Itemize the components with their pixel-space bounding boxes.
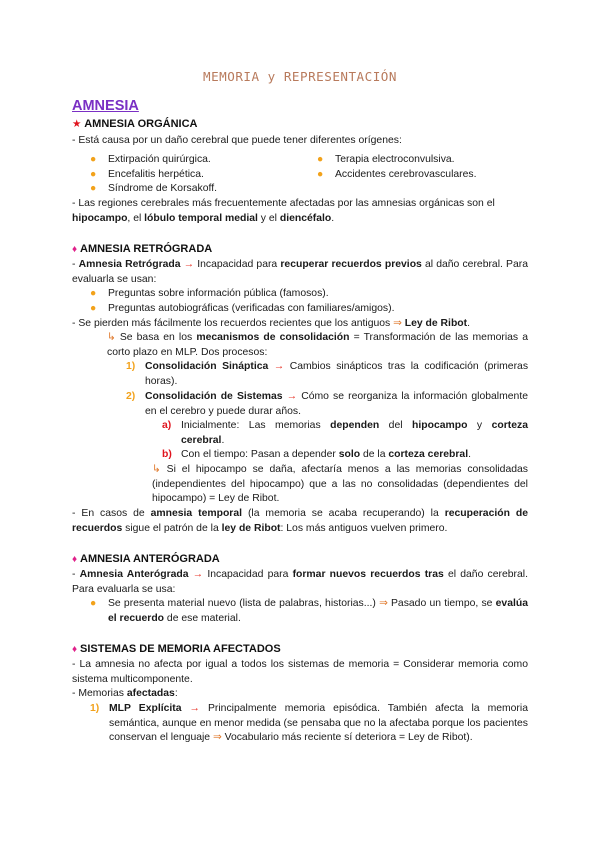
organica-regions-paragraph: - Las regiones cerebrales más frecuentemente afectadas por las amnesias orgánicas son el hipocampo, el lóbulo temporal medial y el diencéfalo.: [72, 198, 495, 224]
sistemas-heading: ♦ SISTEMAS DE MEMORIA AFECTADOS: [72, 643, 281, 655]
retro-hippocampus-note: ↳ Si el hipocampo se daña, afectaría menos a las memorias consolidadas (independientes del hipocampo) que a las no consolidadas (dependientes del hipocampo) = Ley de Ribot.: [152, 464, 528, 505]
list-item: ● Accidentes cerebrovasculares.: [317, 168, 528, 183]
bullet-icon: ●: [317, 154, 324, 165]
bullet-icon: ●: [90, 598, 97, 609]
retro-definition: - Amnesia Retrógrada → Incapacidad para recuperar recuerdos previos al daño cerebral. Para evaluarla se usan:: [72, 259, 529, 285]
list-item: ● Terapia electroconvulsiva.: [317, 153, 528, 168]
star-icon: ★: [72, 119, 82, 130]
double-arrow-icon: ⇒: [393, 318, 402, 329]
list-item: ● Preguntas sobre información pública (famosos).: [90, 287, 528, 302]
retro-temporal: - En casos de amnesia temporal (la memoria se acaba recuperando) la recuperación de recuerdos sigue el patrón de la ley de Ribot: Los más antiguos vuelven primero.: [72, 508, 529, 534]
arrow-right-icon: →: [183, 259, 195, 270]
list-item: ● Encefalitis herpética.: [90, 168, 310, 183]
antero-eval-list: [90, 597, 528, 626]
sistemas-item-1: 1) MLP Explícita → Principalmente memoria episódica. También afecta la memoria semántica, aunque en menor medida (se pensaba que no la afectaba porque los pacientes conservan el lenguaje ⇒ Vocabulario más reciente sí deteriora = Ley de Ribot).: [90, 703, 528, 744]
bullet-icon: ●: [90, 288, 97, 299]
retro-consolidation: ↳ Se basa en los mecanismos de consolidación = Transformación de las memorias a corto plazo en MLP. Dos procesos:: [107, 332, 529, 358]
sistemas-intro: - La amnesia no afecta por igual a todos los sistemas de memoria = Considerar memoria como sistema multicomponente.: [72, 659, 528, 685]
list-item: ● Extirpación quirúrgica.: [90, 153, 310, 168]
list-item: ● Síndrome de Korsakoff.: [90, 182, 310, 197]
retro-process-2: 2) Consolidación de Sistemas → Cómo se reorganiza la información globalmente en el cerebro y puede durar años.: [126, 391, 528, 417]
hook-arrow-icon: ↳: [107, 332, 116, 343]
hook-arrow-icon: ↳: [152, 464, 161, 475]
organica-list-right: [317, 153, 528, 182]
retro-process-2b: b) Con el tiempo: Pasan a depender solo de la corteza cerebral.: [162, 449, 471, 460]
diamond-icon: ♦: [72, 554, 78, 565]
organica-intro: - Está causa por un daño cerebral que puede tener diferentes orígenes:: [72, 135, 402, 146]
organica-heading: ★ AMNESIA ORGÁNICA: [72, 118, 198, 130]
double-arrow-icon: ⇒: [379, 598, 388, 609]
organica-list-left: [90, 153, 310, 197]
bullet-icon: ●: [90, 302, 97, 314]
bullet-icon: ●: [317, 168, 324, 180]
bullet-icon: ●: [90, 183, 97, 195]
list-item: ● Preguntas autobiográficas (verificadas con familiares/amigos).: [90, 302, 528, 317]
bullet-icon: ●: [90, 168, 97, 180]
arrow-right-icon: →: [273, 361, 285, 372]
list-item: ● Se presenta material nuevo (lista de palabras, historias...) ⇒ Pasado un tiempo, se evalúa el recuerdo de ese material.: [90, 597, 528, 626]
retro-process-1: 1) Consolidación Sináptica → Cambios sinápticos tras la codificación (primeras horas).: [126, 361, 529, 387]
antero-definition: - Amnesia Anterógrada → Incapacidad para formar nuevos recuerdos tras el daño cerebral. Para evaluarla se usa:: [72, 569, 528, 595]
bullet-icon: ●: [90, 154, 97, 165]
antero-heading: ♦ AMNESIA ANTERÓGRADA: [72, 553, 220, 565]
diamond-icon: ♦: [72, 644, 78, 655]
retro-ribot: - Se pierden más fácilmente los recuerdos recientes que los antiguos ⇒ Ley de Ribot.: [72, 318, 470, 329]
diamond-icon: ♦: [72, 244, 78, 255]
double-arrow-icon: ⇒: [212, 732, 222, 744]
arrow-right-icon: →: [192, 569, 204, 580]
sistemas-affected: - Memorias afectadas:: [72, 688, 178, 699]
arrow-right-icon: →: [286, 391, 298, 402]
document-title: MEMORIA y REPRESENTACIÓN: [203, 69, 397, 84]
retro-process-2a: a) Inicialmente: Las memorias dependen del hipocampo y corteza cerebral.: [162, 420, 528, 446]
arrow-right-icon: →: [189, 703, 200, 714]
retro-heading: ♦ AMNESIA RETRÓGRADA: [72, 243, 213, 255]
retro-eval-list: [90, 287, 528, 316]
section-heading-amnesia: AMNESIA: [72, 98, 139, 114]
